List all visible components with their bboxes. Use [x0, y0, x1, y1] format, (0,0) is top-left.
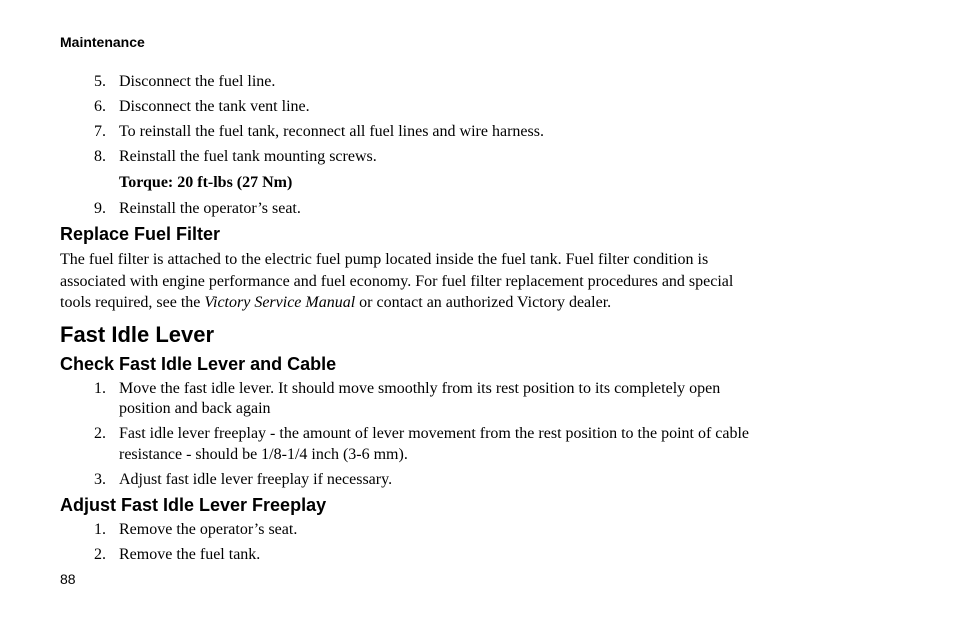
step-number: 7. — [94, 123, 106, 140]
step-text: Disconnect the fuel line. — [119, 73, 276, 90]
step-number: 1. — [94, 521, 106, 538]
step-text: Move the fast idle lever. It should move smoothly from its rest position to its completely open — [119, 380, 721, 397]
replace-fuel-filter-paragraph — [60, 249, 860, 314]
step-text: Remove the operator’s seat. — [119, 521, 298, 538]
step-text: Disconnect the tank vent line. — [119, 98, 310, 115]
step-text: Adjust fast idle lever freeplay if necessary. — [119, 471, 393, 488]
step-number: 3. — [94, 471, 106, 488]
fast-idle-lever-heading: Fast Idle Lever — [60, 322, 215, 347]
step-number: 2. — [94, 425, 106, 442]
page-number: 88 — [60, 571, 76, 587]
step-number: 6. — [94, 98, 106, 115]
section-label: Maintenance — [60, 34, 145, 50]
paragraph-line: The fuel filter is attached to the electric fuel pump located inside the fuel tank. Fuel filter condition is — [60, 251, 709, 268]
step-number: 8. — [94, 148, 106, 165]
step-text: Remove the fuel tank. — [119, 546, 261, 563]
step-number: 5. — [94, 73, 106, 90]
paragraph-line: tools required, see the Victory Service Manual or contact an authorized Victory dealer. — [60, 294, 612, 311]
torque-spec: Torque: 20 ft-lbs (27 Nm) — [119, 174, 293, 191]
step-text: To reinstall the fuel tank, reconnect all fuel lines and wire harness. — [119, 123, 544, 140]
step-number: 1. — [94, 380, 106, 397]
replace-fuel-filter-heading: Replace Fuel Filter — [60, 224, 221, 244]
manual-title: Victory Service Manual — [204, 294, 356, 311]
check-fast-idle-heading: Check Fast Idle Lever and Cable — [60, 354, 337, 374]
step-text-continued: resistance - should be 1/8-1/4 inch (3-6 mm). — [119, 446, 408, 463]
step-text: Fast idle lever freeplay - the amount of lever movement from the rest position to the point of cable — [119, 425, 750, 442]
adjust-freeplay-heading: Adjust Fast Idle Lever Freeplay — [60, 495, 327, 515]
paragraph-line: associated with engine performance and fuel economy. For fuel filter replacement procedures and special — [60, 272, 734, 290]
step-number: 9. — [94, 200, 106, 217]
step-text: Reinstall the fuel tank mounting screws. — [119, 148, 377, 165]
step-number: 2. — [94, 546, 106, 563]
step-text: Reinstall the operator’s seat. — [119, 200, 301, 217]
step-text-continued: position and back again — [119, 400, 271, 417]
